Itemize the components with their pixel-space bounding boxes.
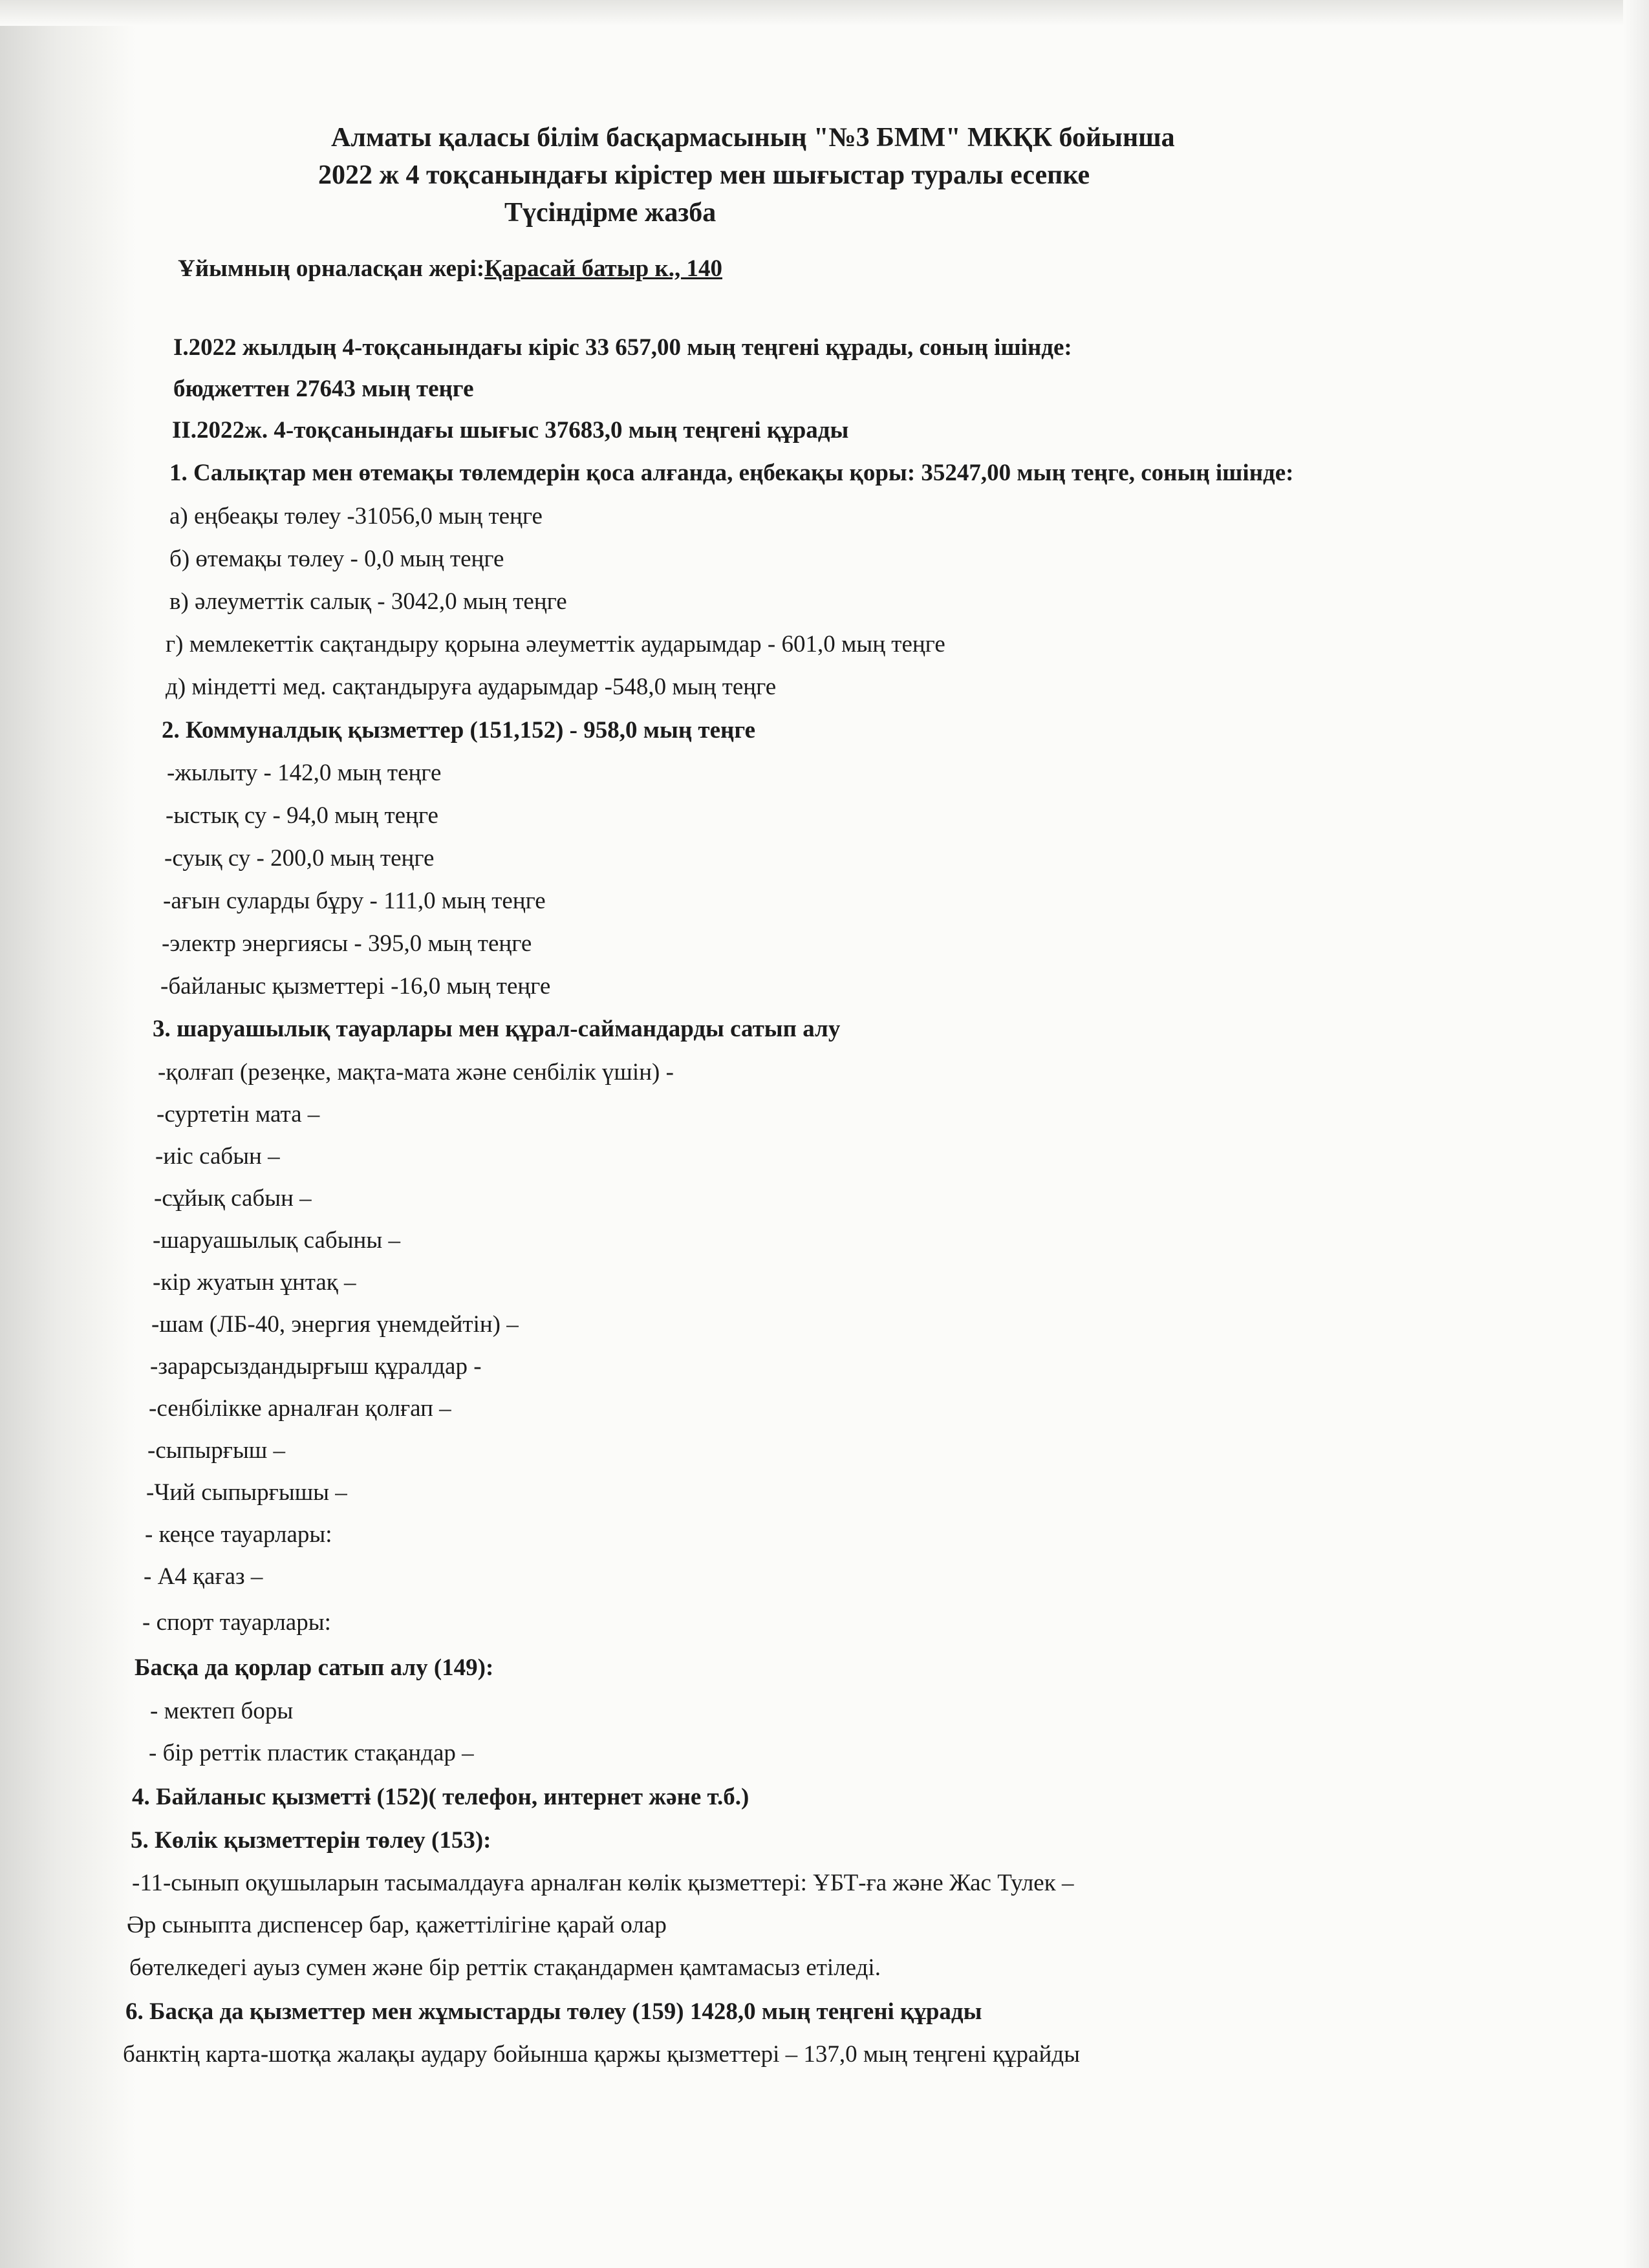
scan-right-shadow (1623, 0, 1649, 2268)
location-line (178, 256, 722, 283)
section2-item: -электр энергиясы - 395,0 мың теңге (162, 930, 532, 957)
location-label: Ұйымның орналасқан жері: (178, 255, 485, 282)
section3-item: -иіс сабын – (155, 1143, 280, 1170)
section4-title: 4. Байланыс қызметтɨ (152)( телефон, интернет және т.б.) (132, 1784, 749, 1810)
income-line-1: I.2022 жылдың 4-тоқсанындағы кіріс 33 657,00 мың теңгені құрады, соның ішінде: (173, 334, 1072, 361)
section3-item: -шаруашылық сабыны – (153, 1227, 400, 1254)
expense-title: II.2022ж. 4-тоқсанындағы шығыс 37683,0 мың теңгені құрады (172, 417, 849, 444)
section3-item: -сұйық сабын – (154, 1185, 312, 1212)
income-line-2: бюджеттен 27643 мың теңге (173, 376, 474, 402)
title-line-2: 2022 ж 4 тоқсанындағы кірістер мен шығыстар туралы есепке (318, 160, 1090, 190)
section3-item: -зарарсыздандырғыш құралдар - (150, 1353, 482, 1380)
section1-item: б) өтемақы төлеу - 0,0 мың теңге (169, 546, 504, 572)
section2-item: -байланыс қызметтері -16,0 мың теңге (160, 973, 551, 1000)
title-line-1: Алматы қаласы білім басқармасының "№3 БММ" МКҚК бойынша (331, 123, 1175, 153)
section1-item: а) еңбеақы төлеу -31056,0 мың теңге (169, 503, 543, 530)
section1-item: д) міндетті мед. сақтандыруға аударымдар -548,0 мың теңге (166, 674, 777, 700)
section2-item: -жылыту - 142,0 мың теңге (167, 760, 442, 786)
section6-title: 6. Басқа да қызметтер мен жұмыстарды төлеу (159) 1428,0 мың теңгені құрады (125, 1998, 982, 2025)
section5-line: -11-сынып оқушыларын тасымалдауға арналған көлік қызметтері: ҰБТ-ға және Жас Тулек – (132, 1870, 1074, 1896)
other-supplies-item: - бір реттік пластик стақандар – (149, 1740, 474, 1766)
section2-item: -суық су - 200,0 мың теңге (164, 845, 435, 872)
other-supplies-title: Басқа да қорлар сатып алу (149): (135, 1654, 494, 1681)
section2-title: 2. Коммуналдық қызметтер (151,152) - 958,0 мың теңге (162, 717, 756, 744)
section3-item: -кір жуатын ұнтақ – (153, 1269, 356, 1296)
section3-item: -шам (ЛБ-40, энергия үнемдейтін) – (151, 1311, 519, 1338)
section3-item: - кеңсе тауарлары: (145, 1521, 332, 1548)
section3-item: -суртетін мата – (156, 1101, 320, 1128)
section1-title: 1. Салықтар мен өтемақы төлемдерін қоса алғанда, еңбекақы қоры: 35247,00 мың теңге, соның ішінде: (169, 460, 1294, 486)
section3-item: - спорт тауарлары: (142, 1609, 331, 1636)
scan-left-shadow (0, 0, 136, 2268)
section3-item: -қолғап (резеңке, мақта-мата және сенбілік үшін) - (158, 1059, 674, 1086)
section3-title: 3. шаруашылық тауарлары мен құрал-саймандарды сатып алу (153, 1016, 841, 1042)
scan-top-shadow (0, 0, 1649, 26)
other-supplies-item: - мектеп боры (150, 1698, 294, 1724)
title-line-3: Түсіндірме жазба (504, 198, 717, 228)
section1-item: г) мемлекеттік сақтандыру қорына әлеуметтік аударымдар - 601,0 мың теңге (166, 631, 945, 658)
section5-line: бөтелкедегі ауыз сумен және бір реттік стақандармен қамтамасыз етіледі. (129, 1954, 881, 1981)
section5-title: 5. Көлік қызметтерін төлеу (153): (131, 1827, 491, 1854)
section2-item: -ағын суларды бұру - 111,0 мың теңге (163, 888, 546, 914)
location-value: Қарасай батыр к., 140 (484, 255, 722, 282)
section2-item: -ыстық су - 94,0 мың теңге (166, 802, 438, 829)
section3-item: -сенбілікке арналған қолғап – (149, 1395, 451, 1422)
section5-line: Әр сыныпта диспенсер бар, қажеттілігіне қарай олар (127, 1912, 667, 1938)
section1-item: в) әлеуметтік салық - 3042,0 мың теңге (169, 588, 567, 615)
section3-item: -Чий сыпырғышы – (146, 1479, 347, 1506)
section3-item: - А4 қағаз – (144, 1563, 263, 1590)
section3-item: -сыпырғыш – (147, 1437, 286, 1464)
section6-line: банктің карта-шотқа жалақы аудару бойынша қаржы қызметтері – 137,0 мың теңгені құрайды (123, 2041, 1080, 2068)
